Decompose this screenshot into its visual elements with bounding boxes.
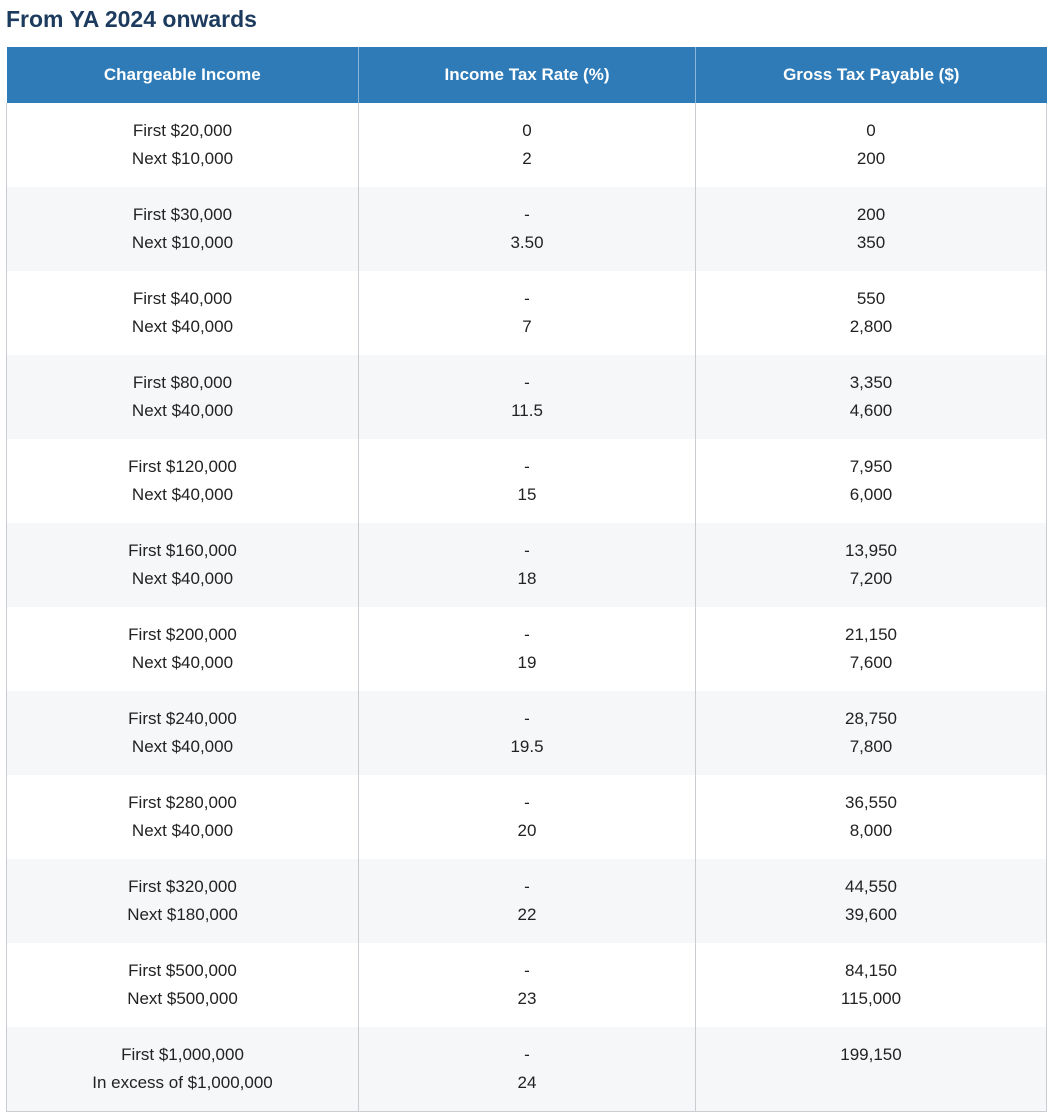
table-row [7,523,1047,607]
chargeable-income-cell [7,523,359,607]
gross-tax-payable-cell-line [696,1069,1046,1097]
tax-rate-cell [359,523,696,607]
tax-rate-cell [359,355,696,439]
table-row [7,775,1047,859]
chargeable-income-cell [7,859,359,943]
chargeable-income-cell-line: First $200,000 [128,625,237,644]
gross-tax-payable-cell-line: 44,550 [845,877,897,896]
table-row [7,187,1047,271]
gross-tax-payable-cell-line: 550 [856,289,886,308]
tax-rate-cell-line: 2 [522,149,532,168]
chargeable-income-cell-line: Next $10,000 [131,233,234,252]
chargeable-income-cell [7,607,359,691]
gross-tax-payable-cell [696,691,1047,775]
gross-tax-payable-cell-line: 8,000 [849,821,893,840]
tax-rate-cell-line: - [524,1045,530,1064]
gross-tax-payable-cell [696,607,1047,691]
gross-tax-payable-cell [696,103,1047,187]
gross-tax-payable-cell-line: 2,800 [849,317,893,336]
table-body [7,103,1047,1112]
tax-rate-cell-line: - [524,877,530,896]
chargeable-income-cell [7,943,359,1027]
chargeable-income-cell-line: Next $180,000 [127,905,238,924]
table-row [7,859,1047,943]
gross-tax-payable-cell [696,943,1047,1027]
tax-rate-cell [359,859,696,943]
tax-rate-cell-line: 18 [517,569,537,588]
chargeable-income-cell-line: First $1,000,000 [121,1045,244,1064]
header-gross-tax-payable: Gross Tax Payable ($) [696,47,1047,103]
tax-rate-cell [359,271,696,355]
gross-tax-payable-cell [696,439,1047,523]
table-row [7,1027,1047,1112]
gross-tax-payable-cell-line: 200 [856,149,886,168]
gross-tax-payable-cell-line: 28,750 [845,709,897,728]
chargeable-income-cell [7,187,359,271]
table-row [7,271,1047,355]
chargeable-income-cell-line: First $80,000 [132,373,233,392]
tax-rate-cell-line: - [524,205,530,224]
gross-tax-payable-cell-line: 350 [856,233,886,252]
tax-rate-table [6,47,1047,1112]
gross-tax-payable-cell-line: 0 [866,121,876,140]
chargeable-income-cell [7,1027,359,1112]
chargeable-income-cell [7,691,359,775]
chargeable-income-cell-line: Next $40,000 [131,821,234,840]
chargeable-income-cell-line: First $320,000 [128,877,237,896]
tax-rate-cell-line: 11.5 [511,401,543,420]
gross-tax-payable-cell [696,859,1047,943]
table-row [7,691,1047,775]
tax-rate-cell [359,607,696,691]
chargeable-income-cell [7,355,359,439]
gross-tax-payable-cell-line: 21,150 [845,625,897,644]
tax-rate-cell-line: 23 [517,989,537,1008]
chargeable-income-cell-line: First $40,000 [132,289,233,308]
tax-rate-cell-line: 15 [517,485,537,504]
chargeable-income-cell-line: First $240,000 [128,709,237,728]
tax-rate-cell [359,103,696,187]
gross-tax-payable-cell-line: 39,600 [845,905,897,924]
gross-tax-payable-cell-line: 7,200 [849,569,893,588]
gross-tax-payable-cell [696,1027,1047,1112]
chargeable-income-cell-line: In excess of $1,000,000 [92,1073,273,1092]
tax-rate-cell [359,691,696,775]
tax-rate-cell-line: 20 [517,821,537,840]
tax-rate-cell-line: 0 [522,121,532,140]
tax-rate-cell-line: 19 [517,653,537,672]
gross-tax-payable-cell-line: 7,800 [849,737,893,756]
gross-tax-payable-cell-line: 6,000 [849,485,893,504]
chargeable-income-cell [7,439,359,523]
table-row [7,439,1047,523]
tax-rate-cell [359,1027,696,1112]
gross-tax-payable-cell-line: 115,000 [840,989,902,1008]
tax-rate-cell-line: 3.50 [510,233,544,252]
header-chargeable-income: Chargeable Income [7,47,359,103]
chargeable-income-cell-line: First $20,000 [132,121,233,140]
chargeable-income-cell-line: Next $10,000 [131,149,234,168]
chargeable-income-cell-line: Next $40,000 [131,485,234,504]
table-row [7,355,1047,439]
tax-rate-cell-line: - [524,289,530,308]
gross-tax-payable-cell-line: 200 [856,205,886,224]
tax-rate-cell [359,187,696,271]
tax-rate-cell-line: - [524,961,530,980]
gross-tax-payable-cell [696,187,1047,271]
gross-tax-payable-cell [696,523,1047,607]
tax-rate-cell-line: - [524,373,530,392]
gross-tax-payable-cell-line: 13,950 [845,541,897,560]
chargeable-income-cell [7,775,359,859]
chargeable-income-cell-line: Next $40,000 [131,737,234,756]
tax-rate-cell-line: - [524,793,530,812]
chargeable-income-cell-line: First $120,000 [128,457,237,476]
chargeable-income-cell-line: Next $40,000 [131,653,234,672]
table-row [7,103,1047,187]
tax-rate-cell-line: - [524,625,530,644]
tax-rate-cell-line: 19.5 [510,737,544,756]
table-header [7,47,1047,103]
gross-tax-payable-cell-line: 7,600 [849,653,893,672]
gross-tax-payable-cell [696,775,1047,859]
chargeable-income-cell-line: Next $40,000 [131,569,234,588]
gross-tax-payable-cell [696,271,1047,355]
table-row [7,607,1047,691]
chargeable-income-cell [7,271,359,355]
table-row [7,943,1047,1027]
header-row [7,47,1047,103]
page-title: From YA 2024 onwards [6,6,257,32]
tax-rate-cell-line: 7 [522,317,532,336]
chargeable-income-cell-line: Next $40,000 [131,317,234,336]
chargeable-income-cell-line: First $30,000 [132,205,233,224]
chargeable-income-cell [7,103,359,187]
chargeable-income-cell-line: First $280,000 [128,793,237,812]
chargeable-income-cell-line: Next $500,000 [127,989,238,1008]
tax-rate-cell-line: 24 [517,1073,537,1092]
chargeable-income-cell-line: Next $40,000 [131,401,234,420]
tax-rate-cell-line: - [524,541,530,560]
tax-rate-cell-line: 22 [517,905,537,924]
gross-tax-payable-cell-line: 84,150 [845,961,897,980]
tax-rate-cell [359,775,696,859]
gross-tax-payable-cell-line: 36,550 [845,793,897,812]
tax-rate-cell-line: - [524,709,530,728]
tax-rate-cell [359,439,696,523]
gross-tax-payable-cell-line: 4,600 [849,401,893,420]
gross-tax-payable-cell-line: 199,150 [840,1045,902,1064]
tax-rate-cell [359,943,696,1027]
chargeable-income-cell-line: First $500,000 [128,961,237,980]
chargeable-income-cell-line: First $160,000 [128,541,237,560]
gross-tax-payable-cell [696,355,1047,439]
tax-rate-cell-line: - [524,457,530,476]
header-income-tax-rate: Income Tax Rate (%) [359,47,696,103]
gross-tax-payable-cell-line: 7,950 [849,457,893,476]
gross-tax-payable-cell-line: 3,350 [849,373,893,392]
